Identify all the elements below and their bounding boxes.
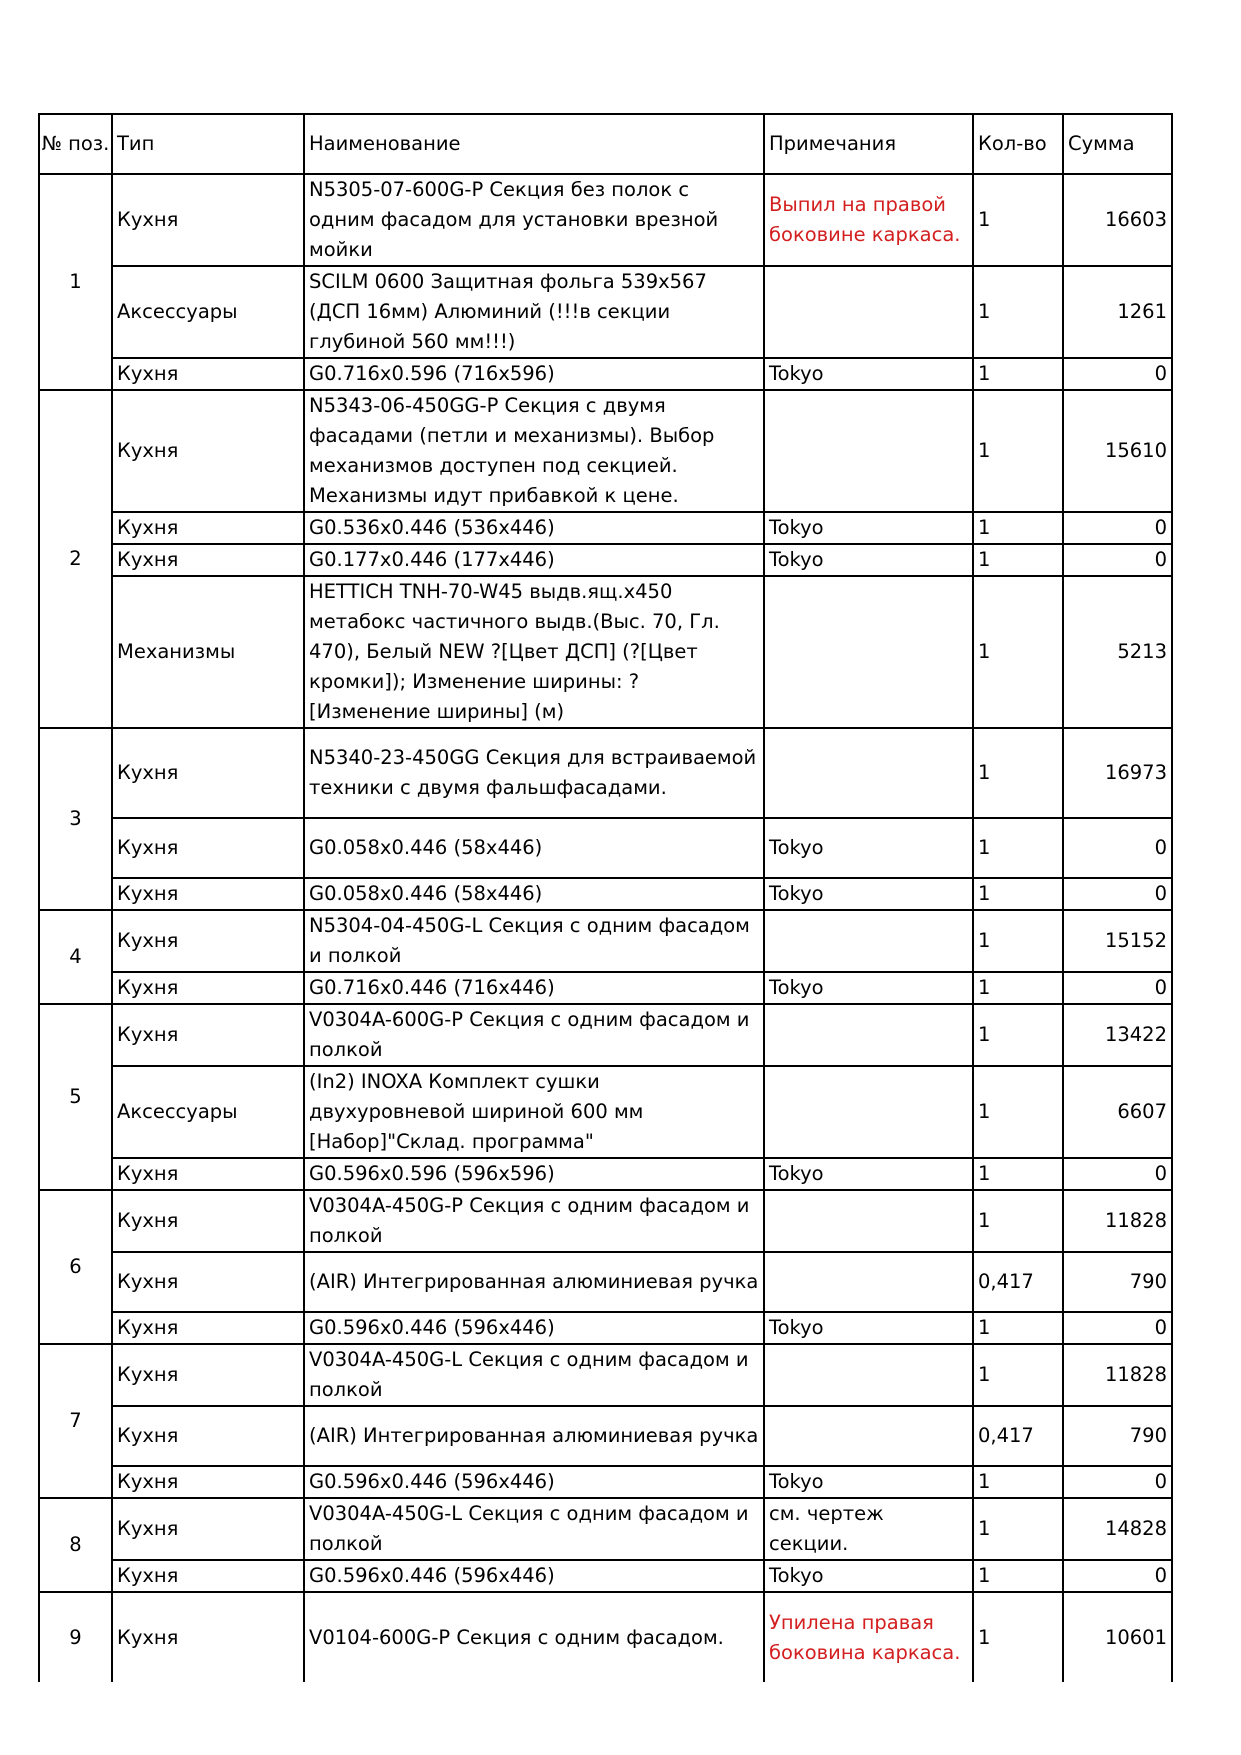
cell-note: Tokyo <box>764 818 973 878</box>
cell-note <box>764 1252 973 1312</box>
cell-qty: 1 <box>973 1004 1063 1066</box>
cell-qty: 1 <box>973 174 1063 266</box>
table-row <box>39 1312 1172 1344</box>
table-row <box>39 1066 1172 1158</box>
table-body <box>39 114 1172 1682</box>
specification-sheet <box>38 113 1171 1664</box>
cell-name: (In2) INOXA Комплект сушки двухуровневой шириной 600 мм [Набор]"Склад. программа" <box>304 1066 764 1158</box>
cell-type: Аксессуары <box>112 266 304 358</box>
cell-sum: 0 <box>1063 544 1172 576</box>
cell-note: Tokyo <box>764 1158 973 1190</box>
cell-type: Кухня <box>112 358 304 390</box>
cell-type: Кухня <box>112 390 304 512</box>
cell-qty: 0,417 <box>973 1252 1063 1312</box>
cell-sum: 0 <box>1063 1560 1172 1592</box>
table-row <box>39 1190 1172 1252</box>
cell-sum: 0 <box>1063 1312 1172 1344</box>
cell-type: Кухня <box>112 1498 304 1560</box>
cell-name: G0.177x0.446 (177x446) <box>304 544 764 576</box>
cell-qty: 1 <box>973 390 1063 512</box>
cell-note <box>764 1066 973 1158</box>
cell-note <box>764 1406 973 1466</box>
cell-type: Кухня <box>112 1560 304 1592</box>
cell-name: N5340-23-450GG Секция для встраиваемой техники с двумя фальшфасадами. <box>304 728 764 818</box>
cell-name: V0304A-450G-L Секция с одним фасадом и полкой <box>304 1344 764 1406</box>
table-row <box>39 1406 1172 1466</box>
table-row <box>39 1344 1172 1406</box>
cell-qty: 1 <box>973 972 1063 1004</box>
cell-name: G0.596x0.446 (596x446) <box>304 1466 764 1498</box>
cell-position-number: 3 <box>39 728 112 910</box>
cell-type: Кухня <box>112 1466 304 1498</box>
cell-type: Кухня <box>112 174 304 266</box>
cell-type: Кухня <box>112 1406 304 1466</box>
table-row <box>39 818 1172 878</box>
header-qty: Кол-во <box>973 114 1063 174</box>
cell-type: Кухня <box>112 544 304 576</box>
cell-position-number: 5 <box>39 1004 112 1190</box>
cell-note: Tokyo <box>764 1312 973 1344</box>
cell-name: G0.536x0.446 (536x446) <box>304 512 764 544</box>
cell-note: Tokyo <box>764 878 973 910</box>
cell-name: V0304A-600G-P Секция с одним фасадом и полкой <box>304 1004 764 1066</box>
cell-qty: 1 <box>973 910 1063 972</box>
cell-sum: 0 <box>1063 358 1172 390</box>
cell-sum: 790 <box>1063 1252 1172 1312</box>
table-row <box>39 1158 1172 1190</box>
cell-qty: 1 <box>973 576 1063 728</box>
cell-type: Кухня <box>112 878 304 910</box>
cell-type: Кухня <box>112 1004 304 1066</box>
cell-type: Кухня <box>112 1190 304 1252</box>
cell-sum: 0 <box>1063 512 1172 544</box>
cell-name: G0.058x0.446 (58x446) <box>304 818 764 878</box>
cell-name: N5343-06-450GG-P Секция с двумя фасадами (петли и механизмы). Выбор механизмов доступен под секцией. Механизмы идут прибавкой к цене. <box>304 390 764 512</box>
cell-type: Аксессуары <box>112 1066 304 1158</box>
cell-qty: 1 <box>973 1498 1063 1560</box>
cell-qty: 1 <box>973 1190 1063 1252</box>
cell-sum: 11828 <box>1063 1344 1172 1406</box>
table-row <box>39 576 1172 728</box>
cell-qty: 1 <box>973 1344 1063 1406</box>
table-row <box>39 1498 1172 1560</box>
table-row <box>39 1004 1172 1066</box>
cell-note <box>764 390 973 512</box>
cell-name: G0.596x0.446 (596x446) <box>304 1312 764 1344</box>
cell-note <box>764 910 973 972</box>
cell-sum: 790 <box>1063 1406 1172 1466</box>
specification-table <box>38 113 1173 1682</box>
cell-type: Кухня <box>112 972 304 1004</box>
cell-position-number: 7 <box>39 1344 112 1498</box>
cell-qty: 1 <box>973 878 1063 910</box>
cell-name: G0.058x0.446 (58x446) <box>304 878 764 910</box>
cell-sum: 0 <box>1063 1466 1172 1498</box>
cell-type: Кухня <box>112 512 304 544</box>
cell-qty: 1 <box>973 1592 1063 1682</box>
cell-note: Tokyo <box>764 972 973 1004</box>
cell-name: G0.716x0.596 (716x596) <box>304 358 764 390</box>
header-notes: Примечания <box>764 114 973 174</box>
cell-sum: 16603 <box>1063 174 1172 266</box>
table-row <box>39 728 1172 818</box>
table-row <box>39 1252 1172 1312</box>
cell-type: Кухня <box>112 1158 304 1190</box>
cell-sum: 0 <box>1063 1158 1172 1190</box>
cell-sum: 14828 <box>1063 1498 1172 1560</box>
table-row <box>39 174 1172 266</box>
cell-note: Tokyo <box>764 1466 973 1498</box>
table-row <box>39 390 1172 512</box>
cell-name: G0.596x0.596 (596x596) <box>304 1158 764 1190</box>
cell-name: N5305-07-600G-P Секция без полок с одним фасадом для установки врезной мойки <box>304 174 764 266</box>
cell-type: Кухня <box>112 910 304 972</box>
cell-note <box>764 1344 973 1406</box>
cell-qty: 1 <box>973 1466 1063 1498</box>
cell-position-number: 2 <box>39 390 112 728</box>
cell-note: Выпил на правой боковине каркаса. <box>764 174 973 266</box>
cell-type: Кухня <box>112 818 304 878</box>
cell-note: Tokyo <box>764 544 973 576</box>
cell-sum: 11828 <box>1063 1190 1172 1252</box>
cell-type: Кухня <box>112 1592 304 1682</box>
header-pos: № поз. <box>39 114 112 174</box>
cell-sum: 0 <box>1063 878 1172 910</box>
cell-note: Tokyo <box>764 1560 973 1592</box>
cell-note <box>764 576 973 728</box>
cell-note: Tokyo <box>764 358 973 390</box>
cell-sum: 10601 <box>1063 1592 1172 1682</box>
cell-qty: 1 <box>973 818 1063 878</box>
cell-qty: 1 <box>973 358 1063 390</box>
table-row <box>39 1592 1172 1682</box>
cell-name: G0.716x0.446 (716x446) <box>304 972 764 1004</box>
cell-type: Кухня <box>112 1312 304 1344</box>
cell-qty: 1 <box>973 1560 1063 1592</box>
header-type: Тип <box>112 114 304 174</box>
cell-position-number: 9 <box>39 1592 112 1682</box>
table-row <box>39 512 1172 544</box>
table-row <box>39 266 1172 358</box>
cell-sum: 0 <box>1063 818 1172 878</box>
cell-note <box>764 1190 973 1252</box>
table-row <box>39 1560 1172 1592</box>
cell-name: (AIR) Интегрированная алюминиевая ручка <box>304 1406 764 1466</box>
table-row <box>39 910 1172 972</box>
cell-position-number: 1 <box>39 174 112 390</box>
cell-qty: 1 <box>973 266 1063 358</box>
cell-qty: 1 <box>973 1158 1063 1190</box>
cell-name: V0304A-450G-L Секция с одним фасадом и полкой <box>304 1498 764 1560</box>
cell-name: (AIR) Интегрированная алюминиевая ручка <box>304 1252 764 1312</box>
cell-position-number: 4 <box>39 910 112 1004</box>
cell-sum: 6607 <box>1063 1066 1172 1158</box>
cell-type: Кухня <box>112 1344 304 1406</box>
cell-note <box>764 728 973 818</box>
cell-note: см. чертеж секции. <box>764 1498 973 1560</box>
cell-position-number: 6 <box>39 1190 112 1344</box>
cell-qty: 0,417 <box>973 1406 1063 1466</box>
cell-qty: 1 <box>973 728 1063 818</box>
cell-type: Механизмы <box>112 576 304 728</box>
cell-name: N5304-04-450G-L Секция с одним фасадом и полкой <box>304 910 764 972</box>
cell-qty: 1 <box>973 1312 1063 1344</box>
header-sum: Сумма <box>1063 114 1172 174</box>
table-row <box>39 544 1172 576</box>
header-name: Наименование <box>304 114 764 174</box>
cell-position-number: 8 <box>39 1498 112 1592</box>
cell-note: Упилена правая боковина каркаса. <box>764 1592 973 1682</box>
cell-name: V0304A-450G-P Секция с одним фасадом и полкой <box>304 1190 764 1252</box>
cell-type: Кухня <box>112 728 304 818</box>
cell-type: Кухня <box>112 1252 304 1312</box>
cell-sum: 15152 <box>1063 910 1172 972</box>
cell-note: Tokyo <box>764 512 973 544</box>
cell-name: HETTICH TNH-70-W45 выдв.ящ.x450 метабокс частичного выдв.(Выс. 70, Гл. 470), Белый NEW ?[Цвет ДСП] (?[Цвет кромки]); Изменение ширины: ?[Изменение ширины] (м) <box>304 576 764 728</box>
cell-name: SCILM 0600 Защитная фольга 539x567 (ДСП 16мм) Алюминий (!!!в секции глубиной 560 мм!!!) <box>304 266 764 358</box>
cell-sum: 5213 <box>1063 576 1172 728</box>
cell-qty: 1 <box>973 544 1063 576</box>
table-row <box>39 878 1172 910</box>
cell-name: V0104-600G-P Секция с одним фасадом. <box>304 1592 764 1682</box>
cell-sum: 16973 <box>1063 728 1172 818</box>
table-row <box>39 358 1172 390</box>
table-row <box>39 1466 1172 1498</box>
cell-note <box>764 1004 973 1066</box>
cell-sum: 0 <box>1063 972 1172 1004</box>
cell-qty: 1 <box>973 1066 1063 1158</box>
cell-sum: 15610 <box>1063 390 1172 512</box>
cell-sum: 1261 <box>1063 266 1172 358</box>
cell-note <box>764 266 973 358</box>
header-row <box>39 114 1172 174</box>
table-row <box>39 972 1172 1004</box>
cell-qty: 1 <box>973 512 1063 544</box>
cell-name: G0.596x0.446 (596x446) <box>304 1560 764 1592</box>
cell-sum: 13422 <box>1063 1004 1172 1066</box>
